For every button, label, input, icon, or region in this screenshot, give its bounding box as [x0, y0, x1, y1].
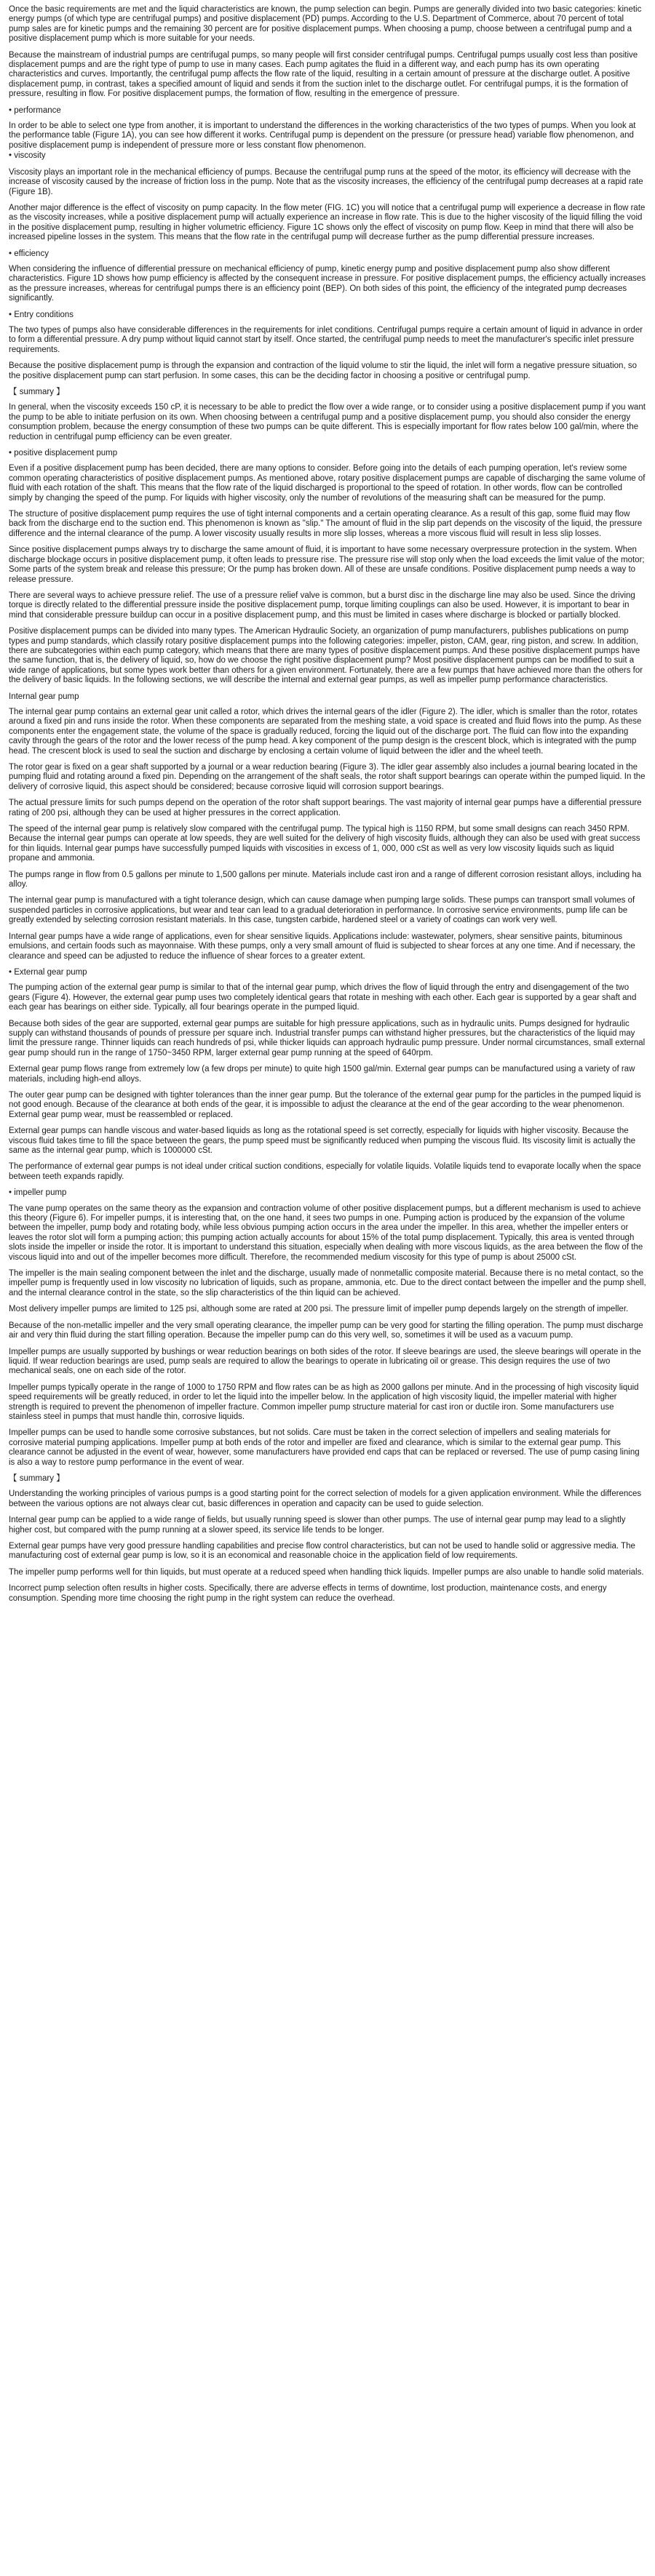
paragraph: Impeller pumps are usually supported by bushings or wear reduction bearings on both sides of the rotor. If sleeve bearings are used, the sleeve bearings will operate in the liquid. If wear reduction bearings are used, pump seals are required to allow the bearings to operate in lubricating oil or grease. This design requires the use of two mechanical seals, one on each side of the rotor.	[9, 1347, 641, 1376]
paragraph: When considering the influence of differential pressure on mechanical efficiency of pump, kinetic energy pump and positive displacement pump also show different characteristics. Figure 1D shows how pump efficiency is affected by the consequent increase in pressure. For positive displacement pumps, the efficiency actually increases as the pressure increases, whereas for centrifugal pumps there is an efficiency point (BEP). On both sides of this point, the efficiency of the integrated pump decreases significantly.	[9, 264, 646, 303]
paragraph: Another major difference is the effect of viscosity on pump capacity. In the flow meter (FIG. 1C) you will notice that a centrifugal pump will experience a decrease in flow rate as the viscosity increases, while a positive displacement pump will actually experience an increase in flow rate. This is due to the higher viscosity of the liquid filling the void in the positive displacement pump, resulting in higher volumetric efficiency. Figure 1C shows only the effect of viscosity on pump flow. Keep in mind that there will also be increased pipeline losses in the system. This means that the flow rate in the centrifugal pump will decrease further as the pump differential pressure increases.	[9, 203, 646, 242]
paragraph: The two types of pumps also have considerable differences in the requirements for inlet conditions. Centrifugal pumps require a certain amount of liquid in advance in order to form a differential pressure. A dry pump without liquid cannot start by itself. Once started, the centrifugal pump needs to meet the manufacturer's specific inlet pressure requirements.	[9, 325, 643, 354]
paragraph: Incorrect pump selection often results in higher costs. Specifically, there are adverse effects in terms of downtime, lost production, maintenance costs, and energy consumption. Spending more time choosing the right pump in the right system can reduce the overhead.	[9, 1584, 607, 1603]
section-heading: Internal gear pump	[9, 692, 79, 701]
paragraph: Positive displacement pumps can be divided into many types. The American Hydraulic Society, an organization of pump manufacturers, publishes publications on pump types and pump standards, which classify rotary positive displacement pumps into the following categories: impeller, piston, CAM, gear, ring piston, and screw. In addition, there are subcategories within each pump category, which means that there are many types of positive displacement pumps. And these positive displacement pumps have the same function, that is, the delivery of liquid, so, how do we choose the right positive displacement pump? Most positive displacement pumps can be modified to suit a wide range of applications, but some types work better than others for a given environment. Fortunately, there are a few pumps that have achieved more than the others for the delivery of basic liquids. In the following sections, we will describe the internal and external gear pumps, as well as impeller pump performance characteristics.	[9, 627, 643, 685]
paragraph: Viscosity plays an important role in the mechanical efficiency of pumps. Because the centrifugal pump runs at the speed of the motor, its efficiency will decrease with the increase of viscosity caused by the increase of friction loss in the pump. Note that as the viscosity increases, the efficiency of the centrifugal pump decreases at a rapid rate (Figure 1B).	[9, 167, 643, 196]
paragraph: Internal gear pumps have a wide range of applications, even for shear sensitive liquids. Applications include: wastewater, polymers, shear sensitive paints, bituminous emulsions, and certain foods such as mayonnaise. With these pumps, only a very small amount of fluid is subjected to shear forces at any one time. And if necessary, the clearance and speed can be adjusted to reduce the influence of shear forces to a greater extent.	[9, 932, 635, 961]
paragraph: Even if a positive displacement pump has been decided, there are many options to consider. Before going into the details of each pumping operation, let's review some common operating characteristics of positive displacement pumps. As mentioned above, rotary positive displacement pumps are capable of discharging the same volume of fluid with each rotation of the shaft. This means that the flow rate of the liquid discharged is proportional to the speed of rotation. In other words, flow can be controlled simply by changing the speed of the pump. For liquids with higher viscosity, only the number of revolutions of the measuring shaft can be measured for the pump.	[9, 464, 646, 503]
paragraph: The impeller pump performs well for thin liquids, but must operate at a reduced speed when handling thick liquids. Impeller pumps are also unable to handle solid materials.	[9, 1567, 644, 1577]
paragraph: There are several ways to achieve pressure relief. The use of a pressure relief valve is common, but a burst disc in the discharge line may also be used. Since the driving torque is directly related to the differential pressure inside the positive displacement pump, torque limiting couplings can also be used. However, it is important to bear in mind that considerable pressure buildup can occur in a positive displacement pump, and this must be limited in cases where discharge is blocked or partially blocked.	[9, 591, 635, 620]
section-heading: • performance	[9, 105, 61, 115]
paragraph: Once the basic requirements are met and the liquid characteristics are known, the pump selection can begin. Pumps are generally divided into two basic categories: kinetic energy pumps (of which type are centrifugal pumps) and positive displacement (PD) pumps. According to the U.S. Department of Commerce, about 70 percent of total pump sales are for kinetic pumps and the remaining 30 percent are for positive displacement pumps. When choosing a pump, choose between a centrifugal pump and a positive displacement pump which is more suitable for your needs.	[9, 5, 642, 44]
paragraph: External gear pump flows range from extremely low (a few drops per minute) to quite high 1500 gal/min. External gear pumps can be manufactured using a variety of raw materials, including high-end alloys.	[9, 1065, 635, 1084]
summary-heading: 【 summary 】	[9, 1473, 65, 1483]
section-heading: • viscosity	[9, 151, 46, 161]
paragraph: The impeller is the main sealing component between the inlet and the discharge, usually made of nonmetallic composite material. Because there is no metal contact, so the impeller pump is frequently used in low viscosity no lubrication of liquids, such as propane, ammonia, etc. Due to the direct contact between the impeller and the pump shell, and the internal clearance control in the state, so the slip characteristics of the thin liquid can be achieved.	[9, 1269, 646, 1297]
paragraph: Because the positive displacement pump is through the expansion and contraction of the liquid volume to stir the liquid, the inlet will form a negative pressure situation, so the positive displacement pump can start perfusion. In some cases, this can be the deciding factor in choosing a positive or centrifugal pump.	[9, 361, 637, 380]
paragraph: Because the mainstream of industrial pumps are centrifugal pumps, so many people will first consider centrifugal pumps. Centrifugal pumps usually cost less than positive displacement pumps and are the right type of pump to use in many cases. Each pump agitates the fluid in a different way, and each pump has its own operating characteristics and curves. Importantly, the centrifugal pump affects the flow rate of the liquid, resulting in a certain amount of pressure at the discharge outlet. A positive displacement pump, in contrast, takes a specified amount of liquid and sends it from the suction inlet to the discharge outlet. For centrifugal pumps, it is the formation of pressure, resulting in flow. For positive displacement pumps, the formation of flow, resulting in the emergence of pressure.	[9, 50, 638, 99]
paragraph: The pumps range in flow from 0.5 gallons per minute to 1,500 gallons per minute. Materials include cast iron and a range of different corrosion resistant alloys, including ha alloy.	[9, 870, 642, 889]
paragraph: Impeller pumps typically operate in the range of 1000 to 1750 RPM and flow rates can be as high as 2000 gallons per minute. And in the processing of high viscosity liquid speed requirements will be greatly reduced, in order to let the liquid into the impeller below. In the application of high viscosity liquid, the impeller material with higher strength is required to prevent the phenomenon of impeller fracture. Common impeller pump structure material for cast iron or ductile iron. Some manufacturers use stainless steel in pumps that must handle thin, corrosive liquids.	[9, 1383, 639, 1421]
section-heading: • Entry conditions	[9, 310, 74, 319]
paragraph: Most delivery impeller pumps are limited to 125 psi, although some are rated at 200 psi. The pressure limit of impeller pump depends largely on the strength of impeller.	[9, 1305, 629, 1314]
section-heading: • positive displacement pump	[9, 449, 118, 458]
section-heading: • External gear pump	[9, 967, 87, 977]
paragraph: The speed of the internal gear pump is relatively slow compared with the centrifugal pump. The typical high is 1150 RPM, but some small designs can reach 3450 RPM. Because the internal gear pumps can operate at low speeds, they are well suited for the delivery of high viscosity fluids, although they can also be used with great success for thin liquids. Internal gear pumps have successfully pumped liquids with viscosities in excess of 1, 000, 000 cSt as well as very low viscosity liquids such as liquid propane and ammonia.	[9, 825, 640, 863]
paragraph: The internal gear pump is manufactured with a tight tolerance design, which can cause damage when pumping large solids. These pumps can transport small volumes of suspended particles in corrosive applications, but wear and tear can lead to a gradual deterioration in performance. In corrosive service environments, pump life can be greatly extended by selecting corrosion resistant materials. In this case, tungsten carbide, hardened steel or a variety of coatings can work very well.	[9, 896, 635, 925]
paragraph: Because both sides of the gear are supported, external gear pumps are suitable for high pressure applications, such as in hydraulic units. Pumps designed for hydraulic supply can withstand thousands of pounds of pressure per square inch. Industrial transfer pumps can withstand higher pressures, but the characteristics of the liquid may limit the pressure range. Thinner liquids can reach hundreds of psi, while thicker liquids can approach hydraulic pump pressure. Under normal circumstances, small external gear pump should run in the range of 1750~3450 RPM, larger external gear pump running at the speed of 640rpm.	[9, 1019, 646, 1057]
paragraph: The vane pump operates on the same theory as the expansion and contraction volume of other positive displacement pumps, but a different mechanism is used to achieve this theory (Figure 6). For impeller pumps, it is interesting that, on the one hand, it sees two pumps in one. Pumping action is produced by the expansion of the volume between the impeller, pump body and rotating body, while less obvious pumping action occurs in the area under the impeller. In this area, whether the impeller enters or leaves the rotor slot will form a pumping action; this pumping action actually accounts for about 15% of the total pump displacement. Typically, this area is vented through slots inside the impeller or inside the rotor. It is important to understand this situation, especially when dealing with more viscous liquids, as the area between the flow of the viscous liquid into and out of the impeller becomes more difficult. Therefore, the recommended medium viscosity for this type of pump is about 25000 cSt.	[9, 1204, 643, 1262]
paragraph: Understanding the working principles of various pumps is a good starting point for the correct selection of models for a given application environment. While the differences between the various options are not always clear cut, basic differences in operation and capacity can be used to guide selection.	[9, 1489, 642, 1508]
paragraph: Impeller pumps can be used to handle some corrosive substances, but not solids. Care must be taken in the correct selection of impellers and sealing materials for corrosive material pumping applications. Impeller pump at both ends of the rotor and impeller are fixed and clearance, which is similar to the external gear pump. This clearance cannot be adjusted in the event of wear, however, some manufacturers have provided end caps that can be replaced or reversed. The use of pump casing lining is also a way to restore pump performance in the event of wear.	[9, 1428, 640, 1467]
paragraph: The outer gear pump can be designed with tighter tolerances than the inner gear pump. But the tolerance of the external gear pump for the particles in the pumped liquid is not good enough. Because of the clearance at both ends of the gear, it is impossible to adjust the clearance at the end of the gear according to the wear phenomenon. External gear pump wear, must be reassembled or replaced.	[9, 1090, 641, 1119]
paragraph: The internal gear pump contains an external gear unit called a rotor, which drives the internal gears of the idler (Figure 2). The idler, which is smaller than the rotor, rotates around a fixed pin and runs inside the rotor. When these components are separated from the meshing state, a void space is created and fluid flows into the pump. As these components enter the engagement state, the volume of the space is gradually reduced, forcing the liquid out of the discharge port. The fluid can flow into the expanding cavity through the gears of the rotor and the lower recess of the pump head. A key component of the pump design is the crescent block, which is integrated with the pump head. The crescent block is used to seal the suction and discharge by enclosing a certain volume of liquid between the idler and the wheel teeth.	[9, 707, 642, 756]
paragraph: In general, when the viscosity exceeds 150 cP, it is necessary to be able to predict the flow over a wide range, or to consider using a positive displacement pump if you want the pump to be able to initiate perfusion on its own. When choosing between a centrifugal pump and a positive displacement pump, you should also consider the energy consumption problem, because the energy consumption of these two pumps can be quite different. This is especially important for flow rates below 100 gal/min, where the reduction in centrifugal pump efficiency can be even greater.	[9, 403, 646, 441]
paragraph: Since positive displacement pumps always try to discharge the same amount of fluid, it is important to have some necessary overpressure protection in the system. When discharge blockage occurs in positive displacement pump, it often leads to pressure rise. The pressure rise will stop only when the load exceeds the limit value of the motor; Some parts of the system break and release this pressure; Or the pump has broken down. All of these are unsafe conditions. Positive displacement pump needs a way to release pressure.	[9, 545, 645, 584]
paragraph: The performance of external gear pumps is not ideal under critical suction conditions, especially for volatile liquids. Volatile liquids tend to evaporate locally when the space between teeth expands rapidly.	[9, 1162, 641, 1181]
paragraph: The rotor gear is fixed on a gear shaft supported by a journal or a wear reduction bearing (Figure 3). The idler gear assembly also includes a journal bearing located in the pumping fluid and rotating around a fixed pin. Depending on the arrangement of the shaft seals, the rotor shaft support bearings can operate within the pumped liquid. In the delivery of corrosive liquid, this aspect should be considered; because corrosive liquid will corrosion support bearings.	[9, 763, 646, 791]
paragraph: Because of the non-metallic impeller and the very small operating clearance, the impeller pump can be very good for starting the filling operation. The pump must discharge air and very thin fluid during the start filling operation. Because the impeller pump can do this very well, so, sometimes it will be used as a vacuum pump.	[9, 1321, 643, 1340]
paragraph: The pumping action of the external gear pump is similar to that of the internal gear pump, which drives the flow of liquid through the entry and disengagement of the two gears (Figure 4). However, the external gear pump uses two completely identical gears that rotate in meshing with each other. Each gear is supported by a gear shaft and each gear has bearings on either side. Typically, all four bearings operate in the pumped liquid.	[9, 983, 637, 1012]
paragraph: External gear pumps can handle viscous and water-based liquids as long as the rotational speed is set correctly, especially for liquids with higher viscosity. Because the viscous fluid takes time to fill the space between the gears, the pump speed must be significantly reduced when pumping the viscous fluid. Its viscosity limit is actually the same as the internal gear pump, which is 1000000 cSt.	[9, 1127, 636, 1155]
summary-heading: 【 summary 】	[9, 388, 65, 396]
paragraph: Internal gear pump can be applied to a wide range of fields, but usually running speed is slower than other pumps. The use of internal gear pump may lead to a slightly higher cost, but compared with the pump running at a slower speed, its service life tends to be longer.	[9, 1516, 626, 1535]
paragraph: External gear pumps have very good pressure handling capabilities and precise flow control characteristics, but can not be used to handle solid or aggressive media. The manufacturing cost of external gear pump is low, so it is an economical and reasonable choice in the application field of low requirements.	[9, 1542, 635, 1561]
paragraph: The actual pressure limits for such pumps depend on the operation of the rotor shaft support bearings. The vast majority of internal gear pumps have a differential pressure rating of 200 psi, although they can be used at higher pressures in the correct application.	[9, 799, 642, 817]
section-heading: • impeller pump	[9, 1188, 67, 1198]
paragraph: The structure of positive displacement pump requires the use of tight internal components and a certain operating clearance. As a result of this gap, some fluid may flow back from the discharge end to the suction end. This phenomenon is known as "slip." The amount of fluid in the slip part depends on the viscosity of the liquid, the pressure difference and the internal clearance of the pump. A lower viscosity usually results in more slip losses, whereas a more viscous fluid will result in less slip losses.	[9, 510, 643, 538]
section-heading: • efficiency	[9, 249, 49, 258]
paragraph: In order to be able to select one type from another, it is important to understand the differences in the working characteristics of the two types of pumps. When you look at the performance table (Figure 1A), you can see how different it works. Centrifugal pump is dependent on the pressure (or pressure head) variable flow phenomenon, and positive displacement pump is independent of pressure more or less constant flow phenomenon.	[9, 121, 636, 150]
